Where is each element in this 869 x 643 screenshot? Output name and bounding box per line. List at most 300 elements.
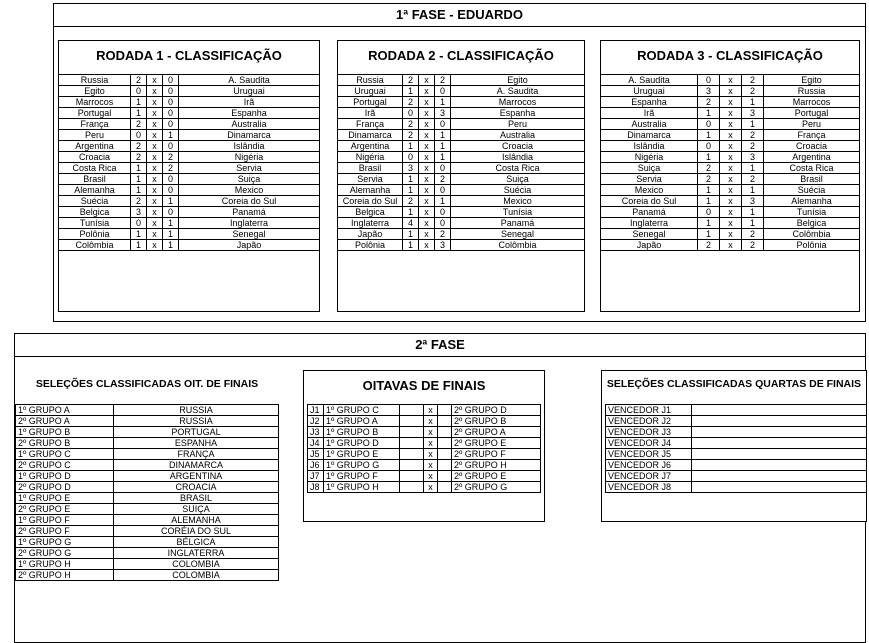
home-team: Nigéria bbox=[601, 152, 698, 163]
home-score: 2 bbox=[131, 196, 147, 207]
versus: x bbox=[720, 229, 742, 240]
match-id: J5 bbox=[308, 449, 324, 460]
phase2-panel bbox=[14, 333, 866, 643]
table-row bbox=[16, 548, 279, 559]
team-name: CROACIA bbox=[114, 482, 279, 493]
table-row bbox=[16, 416, 279, 427]
table-row bbox=[601, 185, 860, 196]
away-slot: 2º GRUPO H bbox=[452, 460, 541, 471]
team-name: SUIÇA bbox=[114, 504, 279, 515]
away-team: Egito bbox=[764, 75, 860, 86]
versus: x bbox=[147, 75, 163, 86]
versus: x bbox=[147, 86, 163, 97]
away-score: 0 bbox=[435, 207, 451, 218]
home-team: Suécia bbox=[59, 196, 131, 207]
away-team: Alemanha bbox=[764, 196, 860, 207]
table-row bbox=[338, 174, 585, 185]
group-position: 2º GRUPO A bbox=[16, 416, 114, 427]
table-row bbox=[601, 141, 860, 152]
table-row bbox=[338, 75, 585, 86]
away-score: 1 bbox=[163, 218, 179, 229]
versus: x bbox=[419, 218, 435, 229]
versus: x bbox=[147, 240, 163, 251]
table-row bbox=[601, 152, 860, 163]
round2-table bbox=[337, 74, 585, 251]
versus: x bbox=[147, 119, 163, 130]
versus: x bbox=[720, 163, 742, 174]
versus: x bbox=[419, 97, 435, 108]
table-row bbox=[601, 174, 860, 185]
away-team: Egito bbox=[451, 75, 585, 86]
away-score: 0 bbox=[163, 86, 179, 97]
home-team: Islândia bbox=[601, 141, 698, 152]
away-team: Panamá bbox=[451, 218, 585, 229]
group-position: 1º GRUPO C bbox=[16, 449, 114, 460]
away-team: Marrocos bbox=[451, 97, 585, 108]
home-score: 2 bbox=[131, 141, 147, 152]
table-row bbox=[59, 97, 320, 108]
group-position: 1º GRUPO E bbox=[16, 493, 114, 504]
home-score bbox=[400, 405, 424, 416]
round3-title: RODADA 3 - CLASSIFICAÇÃO bbox=[637, 48, 823, 63]
home-team: Marrocos bbox=[59, 97, 131, 108]
home-team: Servia bbox=[601, 174, 698, 185]
away-score bbox=[438, 405, 452, 416]
home-team: Egito bbox=[59, 86, 131, 97]
home-score: 3 bbox=[698, 86, 720, 97]
away-score: 1 bbox=[163, 240, 179, 251]
home-slot: 1º GRUPO A bbox=[324, 416, 400, 427]
home-score: 4 bbox=[403, 218, 419, 229]
home-slot: 1º GRUPO H bbox=[324, 482, 400, 493]
away-score: 0 bbox=[163, 185, 179, 196]
winner-label: VENCEDOR J6 bbox=[606, 460, 692, 471]
away-score: 1 bbox=[435, 141, 451, 152]
away-team: Islândia bbox=[451, 152, 585, 163]
table-row bbox=[16, 482, 279, 493]
table-row bbox=[606, 460, 867, 471]
table-row bbox=[601, 75, 860, 86]
table-row bbox=[606, 471, 867, 482]
versus: x bbox=[419, 174, 435, 185]
away-team: Argentina bbox=[764, 152, 860, 163]
home-score: 1 bbox=[403, 185, 419, 196]
team-name: INGLATERRA bbox=[114, 548, 279, 559]
home-score bbox=[400, 482, 424, 493]
versus: x bbox=[147, 108, 163, 119]
home-score: 0 bbox=[698, 119, 720, 130]
table-row bbox=[338, 130, 585, 141]
team-name: BÉLGICA bbox=[114, 537, 279, 548]
home-score: 3 bbox=[131, 207, 147, 218]
phase1-panel bbox=[53, 3, 866, 322]
table-row bbox=[59, 218, 320, 229]
versus: x bbox=[147, 97, 163, 108]
home-team: Alemanha bbox=[338, 185, 403, 196]
versus: x bbox=[419, 207, 435, 218]
away-score: 1 bbox=[742, 207, 764, 218]
home-score: 1 bbox=[131, 229, 147, 240]
versus: x bbox=[720, 152, 742, 163]
away-score: 2 bbox=[435, 174, 451, 185]
versus: x bbox=[720, 240, 742, 251]
home-score bbox=[400, 416, 424, 427]
versus: x bbox=[424, 438, 438, 449]
versus: x bbox=[147, 130, 163, 141]
away-team: Costa Rica bbox=[451, 163, 585, 174]
away-score: 3 bbox=[435, 108, 451, 119]
match-id: J6 bbox=[308, 460, 324, 471]
versus: x bbox=[419, 240, 435, 251]
home-score: 2 bbox=[403, 75, 419, 86]
group-position: 1º GRUPO B bbox=[16, 427, 114, 438]
home-team: Irã bbox=[338, 108, 403, 119]
classified-title: SELEÇÕES CLASSIFICADAS OIT. DE FINAIS bbox=[35, 378, 259, 390]
team-name: CORÉIA DO SUL bbox=[114, 526, 279, 537]
home-team: Mexico bbox=[601, 185, 698, 196]
table-row bbox=[606, 438, 867, 449]
team-name: FRANÇA bbox=[114, 449, 279, 460]
versus: x bbox=[147, 218, 163, 229]
home-team: Peru bbox=[59, 130, 131, 141]
table-row bbox=[601, 163, 860, 174]
round2-title: RODADA 2 - CLASSIFICAÇÃO bbox=[368, 48, 554, 63]
home-score: 0 bbox=[403, 108, 419, 119]
table-row bbox=[59, 207, 320, 218]
table-row bbox=[601, 218, 860, 229]
home-score bbox=[400, 460, 424, 471]
winner-team bbox=[692, 438, 867, 449]
home-score: 1 bbox=[698, 218, 720, 229]
table-row bbox=[16, 438, 279, 449]
away-team: A. Saudita bbox=[179, 75, 320, 86]
away-score: 0 bbox=[435, 185, 451, 196]
round16-table bbox=[307, 404, 541, 493]
away-team: Senegal bbox=[451, 229, 585, 240]
round1-table bbox=[58, 74, 320, 251]
away-team: Panamá bbox=[179, 207, 320, 218]
home-score: 3 bbox=[403, 163, 419, 174]
versus: x bbox=[424, 471, 438, 482]
away-team: Marrocos bbox=[764, 97, 860, 108]
home-team: Argentina bbox=[338, 141, 403, 152]
away-team: Suiça bbox=[179, 174, 320, 185]
home-team: Servia bbox=[338, 174, 403, 185]
winner-team bbox=[692, 449, 867, 460]
team-name: DINAMARCA bbox=[114, 460, 279, 471]
away-team: Irã bbox=[179, 97, 320, 108]
home-team: Inglaterra bbox=[601, 218, 698, 229]
group-position: 2º GRUPO F bbox=[16, 526, 114, 537]
away-score: 3 bbox=[435, 240, 451, 251]
home-score: 2 bbox=[131, 75, 147, 86]
home-score: 0 bbox=[403, 152, 419, 163]
home-team: Espanha bbox=[601, 97, 698, 108]
away-score: 2 bbox=[742, 130, 764, 141]
away-score: 2 bbox=[742, 174, 764, 185]
table-row bbox=[606, 416, 867, 427]
table-row bbox=[308, 416, 541, 427]
away-team: Australia bbox=[179, 119, 320, 130]
home-score: 1 bbox=[403, 141, 419, 152]
away-team: Islândia bbox=[179, 141, 320, 152]
table-row bbox=[16, 427, 279, 438]
versus: x bbox=[419, 130, 435, 141]
table-row bbox=[16, 449, 279, 460]
versus: x bbox=[147, 141, 163, 152]
home-team: Alemanha bbox=[59, 185, 131, 196]
home-team: Nigéria bbox=[338, 152, 403, 163]
table-row bbox=[16, 559, 279, 570]
group-position: 2º GRUPO H bbox=[16, 570, 114, 581]
team-name: ARGENTINA bbox=[114, 471, 279, 482]
away-team: Peru bbox=[451, 119, 585, 130]
home-score: 2 bbox=[698, 240, 720, 251]
match-id: J7 bbox=[308, 471, 324, 482]
versus: x bbox=[424, 449, 438, 460]
versus: x bbox=[424, 427, 438, 438]
table-row bbox=[16, 460, 279, 471]
home-score: 1 bbox=[698, 130, 720, 141]
table-row bbox=[338, 185, 585, 196]
match-id: J4 bbox=[308, 438, 324, 449]
versus: x bbox=[720, 185, 742, 196]
versus: x bbox=[720, 119, 742, 130]
away-score bbox=[438, 449, 452, 460]
winner-team bbox=[692, 471, 867, 482]
versus: x bbox=[147, 152, 163, 163]
away-score: 3 bbox=[742, 108, 764, 119]
away-score: 1 bbox=[742, 97, 764, 108]
team-name: COLOMBIA bbox=[114, 559, 279, 570]
home-team: A. Saudita bbox=[601, 75, 698, 86]
home-team: Dinamarca bbox=[601, 130, 698, 141]
winner-team bbox=[692, 482, 867, 493]
phase1-title: 1ª FASE - EDUARDO bbox=[54, 4, 865, 27]
versus: x bbox=[147, 174, 163, 185]
away-score: 1 bbox=[435, 97, 451, 108]
table-row bbox=[338, 229, 585, 240]
table-row bbox=[338, 97, 585, 108]
table-row bbox=[601, 130, 860, 141]
home-team: Colômbia bbox=[59, 240, 131, 251]
away-score: 3 bbox=[742, 152, 764, 163]
versus: x bbox=[419, 108, 435, 119]
versus: x bbox=[720, 130, 742, 141]
versus: x bbox=[147, 207, 163, 218]
quarters-table bbox=[605, 404, 867, 493]
home-team: Suiça bbox=[601, 163, 698, 174]
versus: x bbox=[720, 196, 742, 207]
home-score: 0 bbox=[698, 207, 720, 218]
away-score: 0 bbox=[435, 163, 451, 174]
team-name: ALEMANHA bbox=[114, 515, 279, 526]
home-score: 0 bbox=[131, 86, 147, 97]
group-position: 1º GRUPO G bbox=[16, 537, 114, 548]
away-team: Uruguai bbox=[179, 86, 320, 97]
winner-team bbox=[692, 460, 867, 471]
table-row bbox=[16, 405, 279, 416]
home-score: 0 bbox=[131, 130, 147, 141]
table-row bbox=[338, 207, 585, 218]
home-score: 1 bbox=[698, 196, 720, 207]
away-team: França bbox=[764, 130, 860, 141]
away-score: 0 bbox=[163, 174, 179, 185]
away-score: 1 bbox=[742, 185, 764, 196]
away-team: Mexico bbox=[451, 196, 585, 207]
home-team: Irã bbox=[601, 108, 698, 119]
home-team: Australia bbox=[601, 119, 698, 130]
away-score: 1 bbox=[435, 196, 451, 207]
group-position: 2º GRUPO E bbox=[16, 504, 114, 515]
versus: x bbox=[720, 141, 742, 152]
home-team: Brasil bbox=[338, 163, 403, 174]
away-score: 1 bbox=[163, 196, 179, 207]
table-row bbox=[338, 196, 585, 207]
table-row bbox=[59, 130, 320, 141]
winner-label: VENCEDOR J1 bbox=[606, 405, 692, 416]
team-name: PORTUGAL bbox=[114, 427, 279, 438]
away-team: Brasil bbox=[764, 174, 860, 185]
home-score: 1 bbox=[131, 185, 147, 196]
versus: x bbox=[419, 196, 435, 207]
versus: x bbox=[419, 185, 435, 196]
away-score bbox=[438, 460, 452, 471]
away-team: Mexico bbox=[179, 185, 320, 196]
table-row bbox=[308, 449, 541, 460]
versus: x bbox=[424, 482, 438, 493]
away-team: Portugal bbox=[764, 108, 860, 119]
home-team: Brasil bbox=[59, 174, 131, 185]
table-row bbox=[601, 86, 860, 97]
home-slot: 1º GRUPO D bbox=[324, 438, 400, 449]
group-position: 2º GRUPO D bbox=[16, 482, 114, 493]
table-row bbox=[59, 185, 320, 196]
home-team: Portugal bbox=[338, 97, 403, 108]
versus: x bbox=[147, 185, 163, 196]
table-row bbox=[601, 229, 860, 240]
home-slot: 1º GRUPO F bbox=[324, 471, 400, 482]
classified-table bbox=[15, 404, 279, 581]
match-id: J1 bbox=[308, 405, 324, 416]
home-score: 2 bbox=[698, 97, 720, 108]
away-score: 1 bbox=[435, 130, 451, 141]
table-row bbox=[16, 515, 279, 526]
away-score: 0 bbox=[163, 108, 179, 119]
table-row bbox=[59, 86, 320, 97]
home-team: Portugal bbox=[59, 108, 131, 119]
versus: x bbox=[419, 229, 435, 240]
away-score bbox=[438, 471, 452, 482]
table-row bbox=[16, 471, 279, 482]
away-team: Croacia bbox=[451, 141, 585, 152]
winner-label: VENCEDOR J3 bbox=[606, 427, 692, 438]
away-team: Russia bbox=[764, 86, 860, 97]
home-score: 1 bbox=[698, 152, 720, 163]
home-score: 1 bbox=[131, 240, 147, 251]
table-row bbox=[338, 141, 585, 152]
home-score: 2 bbox=[403, 130, 419, 141]
phase2-title: 2ª FASE bbox=[15, 334, 865, 357]
away-score: 0 bbox=[435, 86, 451, 97]
home-score bbox=[400, 427, 424, 438]
team-name: BRASIL bbox=[114, 493, 279, 504]
versus: x bbox=[147, 229, 163, 240]
away-score bbox=[438, 438, 452, 449]
home-team: França bbox=[338, 119, 403, 130]
group-position: 1º GRUPO A bbox=[16, 405, 114, 416]
away-team: Coreia do Sul bbox=[179, 196, 320, 207]
table-row bbox=[601, 108, 860, 119]
away-score: 0 bbox=[163, 141, 179, 152]
home-team: Inglaterra bbox=[338, 218, 403, 229]
winner-label: VENCEDOR J7 bbox=[606, 471, 692, 482]
table-row bbox=[59, 119, 320, 130]
home-score: 1 bbox=[131, 108, 147, 119]
away-slot: 2º GRUPO G bbox=[452, 482, 541, 493]
versus: x bbox=[419, 163, 435, 174]
home-team: Costa Rica bbox=[59, 163, 131, 174]
table-row bbox=[601, 240, 860, 251]
away-score: 2 bbox=[435, 75, 451, 86]
home-score: 0 bbox=[698, 141, 720, 152]
home-slot: 1º GRUPO G bbox=[324, 460, 400, 471]
table-row bbox=[59, 108, 320, 119]
table-row bbox=[601, 207, 860, 218]
round3-table bbox=[600, 74, 860, 251]
table-row bbox=[601, 119, 860, 130]
table-row bbox=[338, 108, 585, 119]
table-row bbox=[308, 460, 541, 471]
away-score: 2 bbox=[742, 86, 764, 97]
away-score: 2 bbox=[163, 152, 179, 163]
winner-team bbox=[692, 416, 867, 427]
away-team: Colômbia bbox=[451, 240, 585, 251]
table-row bbox=[308, 482, 541, 493]
away-score: 2 bbox=[435, 229, 451, 240]
match-id: J3 bbox=[308, 427, 324, 438]
table-row bbox=[338, 163, 585, 174]
group-position: 2º GRUPO C bbox=[16, 460, 114, 471]
table-row bbox=[601, 196, 860, 207]
home-score: 1 bbox=[403, 240, 419, 251]
table-row bbox=[308, 427, 541, 438]
away-score bbox=[438, 482, 452, 493]
table-row bbox=[59, 229, 320, 240]
home-team: Uruguai bbox=[601, 86, 698, 97]
away-team: Suécia bbox=[451, 185, 585, 196]
home-score: 2 bbox=[131, 119, 147, 130]
table-row bbox=[606, 427, 867, 438]
away-team: Suiça bbox=[451, 174, 585, 185]
table-row bbox=[16, 570, 279, 581]
home-score: 2 bbox=[698, 174, 720, 185]
group-position: 1º GRUPO F bbox=[16, 515, 114, 526]
home-team: Coreia do Sul bbox=[338, 196, 403, 207]
away-score: 2 bbox=[742, 240, 764, 251]
table-row bbox=[601, 97, 860, 108]
home-score: 1 bbox=[131, 174, 147, 185]
winner-label: VENCEDOR J2 bbox=[606, 416, 692, 427]
home-team: Belgica bbox=[338, 207, 403, 218]
home-team: Belgica bbox=[59, 207, 131, 218]
home-score bbox=[400, 438, 424, 449]
home-score: 0 bbox=[698, 75, 720, 86]
versus: x bbox=[720, 218, 742, 229]
versus: x bbox=[720, 207, 742, 218]
home-team: Croacia bbox=[59, 152, 131, 163]
home-team: Polônia bbox=[59, 229, 131, 240]
